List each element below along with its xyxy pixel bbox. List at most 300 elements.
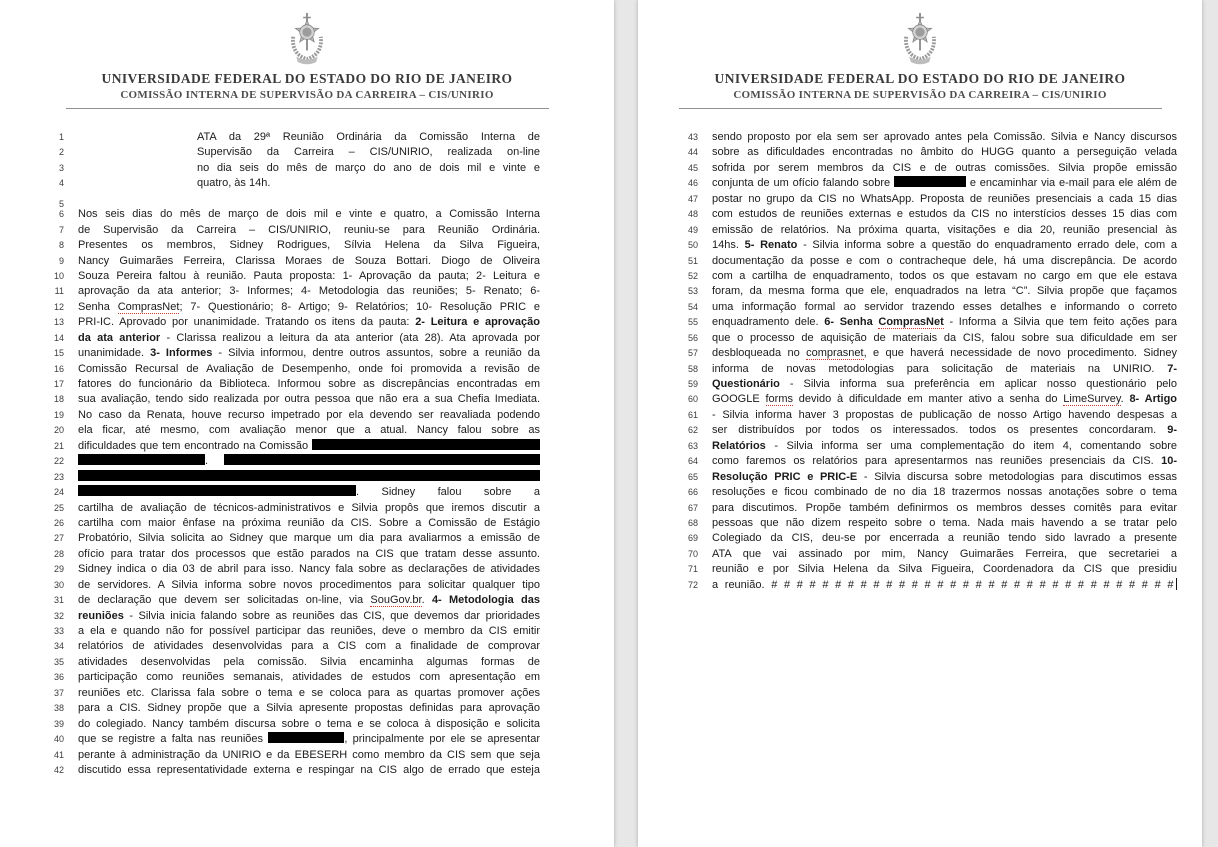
text-line bbox=[712, 501, 1177, 516]
text-line bbox=[78, 192, 540, 207]
text-line bbox=[78, 686, 540, 701]
line-number: 69 bbox=[687, 533, 698, 544]
text-line bbox=[712, 516, 1177, 531]
text-line bbox=[78, 717, 540, 732]
redaction-bar bbox=[894, 176, 966, 187]
text-caret bbox=[1176, 578, 1178, 590]
text-segment: , e que haverá necessidade de novo procedimento. Sidney bbox=[863, 347, 1177, 360]
document-line bbox=[638, 562, 1202, 577]
text-segment: conjunta de um ofício falando sobre bbox=[712, 177, 894, 190]
text-line bbox=[712, 300, 1177, 315]
text-line bbox=[78, 732, 540, 747]
text-line bbox=[78, 315, 540, 330]
text-segment: ofício para tratar dos processos que estão parados na CIS que tratam desse assunto. bbox=[78, 547, 540, 560]
line-number: 56 bbox=[687, 332, 698, 343]
document-line bbox=[0, 130, 614, 145]
redaction-bar bbox=[78, 485, 356, 496]
header-divider bbox=[66, 108, 549, 109]
document-line bbox=[0, 516, 614, 531]
text-line bbox=[712, 161, 1177, 176]
line-number: 27 bbox=[53, 533, 64, 544]
line-number: 72 bbox=[687, 579, 698, 590]
line-number: 70 bbox=[687, 548, 698, 559]
text-segment: emissão de relatórios. Na próxima quarta, visitações e dia 20, reunião presencial às bbox=[712, 223, 1177, 236]
text-segment: participação como reuniões semanais, atividades de estudos com apresentação em bbox=[78, 671, 540, 684]
text-segment: atividades desenvolvidas pela comissão. Silvia encaminha algumas formas de bbox=[78, 655, 540, 668]
line-number: 34 bbox=[53, 641, 64, 652]
text-segment: 5- Renato bbox=[744, 239, 798, 252]
text-line bbox=[78, 346, 540, 361]
document-line bbox=[0, 315, 614, 330]
text-segment: da ata anterior bbox=[78, 331, 161, 344]
document-line bbox=[0, 362, 614, 377]
line-number: 28 bbox=[53, 548, 64, 559]
line-number: 61 bbox=[687, 409, 698, 420]
document-line bbox=[0, 145, 614, 160]
document-line bbox=[0, 717, 614, 732]
text-segment: . bbox=[1120, 393, 1130, 406]
text-segment: postar no grupo da CIS no WhatsApp. Proposta de reuniões presenciais a cada 15 dias bbox=[712, 192, 1177, 205]
document-line bbox=[0, 423, 614, 438]
line-number: 12 bbox=[53, 301, 64, 312]
text-segment: 14hs. bbox=[712, 239, 745, 252]
document-line bbox=[0, 763, 614, 778]
document-line bbox=[0, 346, 614, 361]
text-line bbox=[78, 362, 540, 377]
text-segment: Supervisão da Carreira – CIS/UNIRIO, realizada on-line bbox=[197, 146, 540, 159]
line-number: 14 bbox=[53, 332, 64, 343]
document-line bbox=[0, 547, 614, 562]
text-segment: , principalmente por ele se apresentar bbox=[344, 733, 540, 746]
text-line bbox=[712, 377, 1177, 392]
line-number: 31 bbox=[53, 595, 64, 606]
document-line bbox=[638, 408, 1202, 423]
line-number: 8 bbox=[58, 240, 64, 251]
document-line bbox=[638, 238, 1202, 253]
text-segment: fatores do funcionário da Biblioteca. Informou sobre as discrepâncias encontradas em bbox=[78, 378, 540, 390]
line-number: 36 bbox=[53, 672, 64, 683]
line-number: 6 bbox=[58, 209, 64, 220]
spellcheck-flagged-text: SouGov.br bbox=[370, 594, 422, 607]
line-number: 10 bbox=[53, 270, 64, 281]
text-line bbox=[712, 346, 1177, 361]
text-line bbox=[712, 578, 1177, 593]
text-segment: documentação da posse e com o contracheque dele, há uma discrepância. De acordo bbox=[712, 254, 1177, 267]
document-line bbox=[0, 238, 614, 253]
text-segment: - Silvia informa ser uma complementação do item 4, comentando sobre bbox=[765, 439, 1177, 452]
text-segment: de declaração que devem ser solicitadas on-line, via bbox=[78, 594, 371, 607]
page-1-body bbox=[0, 130, 614, 778]
document-line bbox=[0, 701, 614, 716]
text-line bbox=[78, 470, 540, 485]
text-segment: - Silvia informa sua preferência em aplicar nosso questionário pelo bbox=[779, 378, 1177, 390]
text-segment: reuniões bbox=[78, 609, 124, 622]
line-number: 16 bbox=[53, 363, 64, 374]
line-number: 1 bbox=[58, 132, 64, 142]
line-number: 24 bbox=[53, 487, 64, 498]
document-line bbox=[0, 670, 614, 685]
text-line bbox=[712, 485, 1177, 500]
document-line bbox=[0, 624, 614, 639]
line-number: 63 bbox=[687, 440, 698, 451]
text-segment: Comissão Recursal de Avaliação de Desempenho, onde foi promovida a revisão de bbox=[78, 362, 540, 375]
text-line bbox=[78, 392, 540, 407]
text-segment: . Sidney falou sobre a bbox=[356, 486, 540, 499]
text-segment: resoluções e ficou combinado de no dia 18 trazermos nossas anotações sobre o tema bbox=[712, 486, 1177, 499]
document-line bbox=[638, 192, 1202, 207]
text-line bbox=[78, 763, 540, 778]
text-line bbox=[78, 485, 540, 500]
line-number: 49 bbox=[687, 224, 698, 235]
text-segment: sendo proposto por ela sem ser aprovado antes pela Comissão. Silvia e Nancy discursos bbox=[712, 131, 1177, 143]
redaction-bar bbox=[268, 732, 344, 743]
document-line bbox=[0, 161, 614, 176]
text-segment: . bbox=[421, 594, 432, 607]
page-header bbox=[638, 0, 1202, 109]
text-line bbox=[78, 547, 540, 562]
line-number: 58 bbox=[687, 363, 698, 374]
document-line bbox=[0, 562, 614, 577]
document-line bbox=[0, 207, 614, 222]
document-line bbox=[638, 315, 1202, 330]
line-number: 57 bbox=[687, 348, 698, 359]
text-segment: ser distribuídos por todos os interessados. todos os presentes concordaram. bbox=[712, 424, 1168, 437]
line-number: 67 bbox=[687, 502, 698, 513]
text-segment: sofrida por serem membros da CIS e de outras comissões. Silvia propõe emissão bbox=[712, 161, 1177, 174]
document-line bbox=[0, 732, 614, 747]
document-line bbox=[0, 655, 614, 670]
text-line bbox=[712, 269, 1177, 284]
line-number: 47 bbox=[687, 193, 698, 204]
line-number: 45 bbox=[687, 162, 698, 173]
text-segment: 3- Informes bbox=[150, 347, 213, 360]
line-number: 20 bbox=[53, 425, 64, 436]
text-line bbox=[712, 362, 1177, 377]
text-segment: ATA que vai assinado por mim, Nancy Guimarães Ferreira, que secretariei a bbox=[712, 547, 1177, 560]
document-line bbox=[638, 331, 1202, 346]
text-segment: para discutimos. Propõe também definirmos os membros desses comitês para evitar bbox=[712, 501, 1177, 514]
document-line bbox=[0, 192, 614, 207]
text-line bbox=[712, 423, 1177, 438]
line-number: 66 bbox=[687, 487, 698, 498]
text-segment: 7- bbox=[1167, 362, 1177, 375]
text-segment: Souza Pereira faltou à reunião. Pauta proposta: 1- Aprovação da pauta; 2- Leitura e bbox=[78, 269, 540, 282]
text-line bbox=[712, 284, 1177, 299]
line-number: 50 bbox=[687, 240, 698, 251]
text-segment: quatro, às 14h. bbox=[197, 177, 271, 190]
line-number: 52 bbox=[687, 270, 698, 281]
document-line bbox=[0, 593, 614, 608]
line-number: 42 bbox=[53, 764, 64, 775]
text-segment: sobre as dificuldades encontradas no âmbito do HUGG quanto a perseguição velada bbox=[712, 146, 1177, 159]
document-line bbox=[0, 377, 614, 392]
line-number: 17 bbox=[53, 379, 64, 389]
commission-name: COMISSÃO INTERNA DE SUPERVISÃO DA CARREIRA – CIS/UNIRIO bbox=[120, 89, 494, 101]
text-line bbox=[78, 269, 540, 284]
line-number: 11 bbox=[54, 286, 64, 297]
text-segment: Nos seis dias do mês de março de dois mil e vinte e quatro, a Comissão Interna bbox=[78, 208, 540, 221]
text-segment: unanimidade. bbox=[78, 347, 151, 360]
text-segment: 2- Leitura e aprovação bbox=[415, 316, 540, 329]
text-segment: Relatórios bbox=[712, 439, 766, 452]
text-line bbox=[78, 439, 540, 454]
spellcheck-flagged-text: ComprasNet bbox=[117, 300, 180, 313]
text-segment: - Silvia informa haver 3 propostas de publicação de nosso Artigo havendo despesas a bbox=[712, 408, 1177, 421]
spellcheck-flagged-text: comprasnet bbox=[806, 347, 864, 360]
text-segment: e encaminhar via e-mail para ele além de bbox=[965, 177, 1177, 190]
document-line bbox=[0, 531, 614, 546]
text-segment: desbloqueada no bbox=[712, 347, 807, 360]
text-segment: Questionário bbox=[712, 378, 780, 390]
document-line bbox=[638, 578, 1202, 593]
text-segment: devido à dificuldade em manter ativo a senha do bbox=[793, 393, 1064, 406]
line-number: 48 bbox=[687, 209, 698, 220]
text-line bbox=[78, 300, 540, 315]
page-2-body bbox=[638, 130, 1202, 593]
text-segment: de Supervisão da Carreira – CIS/UNIRIO, reuniu-se para Reunião Ordinária. bbox=[78, 223, 540, 236]
text-line bbox=[78, 238, 540, 253]
line-number: 64 bbox=[687, 456, 698, 467]
document-line bbox=[0, 639, 614, 654]
document-line bbox=[638, 362, 1202, 377]
line-number: 26 bbox=[53, 517, 64, 528]
text-segment: - Silvia informa sobre a questão do enquadramento errado dele, com a bbox=[797, 239, 1177, 252]
document-line bbox=[0, 454, 614, 469]
line-number: 2 bbox=[58, 147, 64, 158]
line-number: 68 bbox=[687, 517, 698, 528]
document-line bbox=[638, 130, 1202, 145]
text-segment: 9- bbox=[1167, 424, 1177, 437]
document-line bbox=[0, 408, 614, 423]
text-segment: com a cartilha de enquadramento, todos os que estavam no cargo em que ele estava bbox=[712, 269, 1177, 282]
text-segment: GOOGLE bbox=[712, 393, 766, 406]
text-segment: no dia seis do mês de março do ano de dois mil e vinte e bbox=[197, 161, 540, 174]
text-segment: cartilha de avaliação de técnicos-administrativos e Silvia propôs que iremos discutir a bbox=[78, 501, 540, 514]
text-line bbox=[712, 562, 1177, 577]
document-line bbox=[0, 284, 614, 299]
document-line bbox=[638, 269, 1202, 284]
line-number: 65 bbox=[687, 471, 698, 482]
text-segment: dificuldades que tem encontrado na Comissão bbox=[78, 439, 312, 452]
document-line bbox=[638, 284, 1202, 299]
text-line bbox=[78, 701, 540, 716]
line-number: 23 bbox=[53, 471, 64, 482]
line-number: 37 bbox=[53, 687, 64, 698]
line-number: 33 bbox=[53, 626, 64, 636]
text-line bbox=[712, 254, 1177, 269]
document-line bbox=[638, 531, 1202, 546]
text-line bbox=[78, 624, 540, 639]
line-number: 71 bbox=[687, 564, 698, 575]
text-segment: que o processo de aquisição de materiais da CIS, falou sobre sua dificuldade em ser bbox=[712, 331, 1177, 344]
text-segment: pessoas que não dizem respeito sobre o tema. Nada mais havendo a se tratar pelo bbox=[712, 516, 1177, 529]
line-number: 60 bbox=[687, 394, 698, 405]
page-2 bbox=[638, 0, 1202, 847]
text-line bbox=[78, 516, 540, 531]
line-number: 32 bbox=[53, 610, 64, 621]
text-segment: perante à administração da UNIRIO e da EBESERH como membro da CIS sem que seja bbox=[78, 748, 540, 761]
text-line bbox=[712, 315, 1177, 330]
text-segment: - Silvia informou, dentre outros assuntos, sobre a reunião da bbox=[212, 347, 540, 360]
line-number: 21 bbox=[53, 440, 64, 451]
document-line bbox=[0, 392, 614, 407]
text-line bbox=[712, 547, 1177, 562]
line-number: 44 bbox=[687, 147, 698, 158]
document-line bbox=[638, 145, 1202, 160]
text-segment: informa de novas metodologias para solicitação de materiais na UNIRIO. bbox=[712, 362, 1168, 375]
document-line bbox=[638, 485, 1202, 500]
redaction-bar bbox=[312, 439, 540, 450]
line-number: 7 bbox=[58, 224, 64, 235]
line-number: 41 bbox=[53, 749, 64, 760]
commission-name: COMISSÃO INTERNA DE SUPERVISÃO DA CARREIRA – CIS/UNIRIO bbox=[733, 89, 1107, 101]
line-number: 22 bbox=[53, 456, 64, 467]
document-line bbox=[638, 300, 1202, 315]
line-number: 59 bbox=[687, 379, 698, 389]
document-line bbox=[638, 470, 1202, 485]
text-segment: 4- Metodologia das bbox=[431, 594, 540, 607]
text-line bbox=[712, 408, 1177, 423]
text-line bbox=[78, 670, 540, 685]
document-line bbox=[0, 223, 614, 238]
text-segment: ATA da 29ª Reunião Ordinária da Comissão Interna de bbox=[197, 131, 540, 143]
university-name: UNIVERSIDADE FEDERAL DO ESTADO DO RIO DE JANEIRO bbox=[714, 71, 1126, 86]
text-segment: PRI-IC. Aprovado por unanimidade. Tratando os itens da pauta: bbox=[78, 316, 416, 329]
text-line bbox=[78, 423, 540, 438]
text-segment: para a CIS. Sidney propõe que a Silvia apresente propostas definidas para aprovação bbox=[78, 702, 540, 715]
document-line bbox=[638, 423, 1202, 438]
spellcheck-flagged-text: LimeSurvey bbox=[1063, 393, 1121, 406]
text-segment: Presentes os membros, Sidney Rodrigues, Sílvia Helena da Silva Figueira, bbox=[78, 239, 540, 252]
text-line bbox=[712, 392, 1177, 407]
line-number: 35 bbox=[53, 656, 64, 667]
text-segment: Senha bbox=[78, 300, 118, 313]
document-line bbox=[0, 254, 614, 269]
line-number: 40 bbox=[53, 734, 64, 745]
document-line bbox=[0, 686, 614, 701]
spellcheck-flagged-text: ComprasNet bbox=[878, 316, 944, 329]
text-segment: Colegiado da CIS, deu-se por encerrada a reunião tendo sido lavrado a presente bbox=[712, 532, 1177, 545]
text-segment: Sidney indica o dia 03 de abril para isso. Nancy fala sobre as declarações de atividades bbox=[78, 563, 540, 576]
document-line bbox=[638, 392, 1202, 407]
document-line bbox=[638, 501, 1202, 516]
text-segment: Nancy Guimarães Ferreira, Clarissa Moraes de Souza Bottari. Diogo de Oliveira bbox=[78, 254, 540, 267]
document-line bbox=[638, 377, 1202, 392]
line-number: 62 bbox=[687, 425, 698, 436]
text-segment: ; 7- Questionário; 8- Artigo; 9- Relatórios; 10- Resolução PRIC e bbox=[179, 300, 540, 313]
text-line bbox=[78, 176, 540, 191]
text-line bbox=[78, 562, 540, 577]
text-line bbox=[712, 207, 1177, 222]
line-number: 51 bbox=[687, 255, 698, 266]
text-segment: - Informa a Silvia que tem feito ações para bbox=[943, 316, 1177, 329]
text-line bbox=[78, 655, 540, 670]
document-line bbox=[0, 501, 614, 516]
line-number: 18 bbox=[53, 394, 64, 405]
line-number: 19 bbox=[53, 409, 64, 420]
text-segment: do colegiado. Nancy também discursa sobre o tema e se coloca à disposição e solicita bbox=[78, 717, 540, 730]
coat-of-arms-icon bbox=[0, 10, 614, 68]
line-number: 9 bbox=[58, 255, 64, 266]
text-segment: de servidores. A Silvia informa sobre novos procedimentos para solicitar qualquer tipo bbox=[78, 578, 540, 591]
document-line bbox=[0, 485, 614, 500]
text-segment: enquadramento dele. bbox=[712, 316, 825, 329]
text-segment: que se registre a falta nas reuniões bbox=[78, 733, 269, 746]
line-number: 55 bbox=[687, 317, 698, 328]
text-line bbox=[712, 454, 1177, 469]
text-line bbox=[78, 331, 540, 346]
text-segment: - Silvia inicia falando sobre as reuniões das CIS, que devemos dar prioridades bbox=[123, 609, 540, 622]
text-line bbox=[78, 609, 540, 624]
spellcheck-flagged-text: forms bbox=[765, 393, 793, 406]
text-line bbox=[78, 578, 540, 593]
text-segment: 10- bbox=[1161, 455, 1177, 468]
document-line bbox=[0, 269, 614, 284]
text-line bbox=[78, 531, 540, 546]
text-segment: aprovação da ata anterior; 3- Informes; 4- Metodologia das reuniões; 5- Renato; 6- bbox=[78, 285, 540, 298]
document-line bbox=[638, 254, 1202, 269]
line-number: 46 bbox=[687, 178, 698, 189]
text-line bbox=[712, 531, 1177, 546]
text-segment: relatórios de atividades desenvolvidas para a CIS com a finalidade de comprovar bbox=[78, 640, 540, 653]
document-line bbox=[638, 223, 1202, 238]
text-segment: discutido essa representatividade externa e respingar na CIS algo de errado que esteja bbox=[78, 763, 540, 776]
line-number: 54 bbox=[687, 301, 698, 312]
text-segment: No caso da Renata, houve recurso impetrado por ela devendo ser reavaliada podendo bbox=[78, 408, 540, 421]
text-segment: - Clarissa realizou a leitura da ata anterior (ata 28). Ata aprovada por bbox=[160, 331, 540, 344]
header-divider bbox=[679, 108, 1162, 109]
text-segment: a ela e quando não for possível participar das reuniões, deve o membro da CIS emitir bbox=[78, 625, 540, 637]
document-line bbox=[638, 454, 1202, 469]
text-line bbox=[712, 331, 1177, 346]
text-line bbox=[78, 223, 540, 238]
text-line bbox=[78, 408, 540, 423]
document-line bbox=[638, 547, 1202, 562]
line-number: 43 bbox=[687, 132, 698, 142]
text-line bbox=[78, 284, 540, 299]
redaction-bar bbox=[78, 454, 205, 465]
document-line bbox=[638, 439, 1202, 454]
text-line bbox=[78, 501, 540, 516]
document-line bbox=[638, 516, 1202, 531]
coat-of-arms-icon bbox=[638, 10, 1202, 68]
text-segment: . bbox=[205, 455, 224, 468]
line-number: 3 bbox=[58, 162, 64, 173]
line-number: 38 bbox=[53, 703, 64, 714]
text-line bbox=[78, 377, 540, 392]
text-line bbox=[712, 145, 1177, 160]
document-line bbox=[0, 748, 614, 763]
text-segment: uma informação formal ao servidor trazendo esses detalhes e informando o correto bbox=[712, 300, 1177, 313]
document-line bbox=[0, 470, 614, 485]
text-segment: com estudos de reuniões externas e estudos da CIS no interstícios desses 15 dias com bbox=[712, 208, 1177, 221]
line-number: 25 bbox=[53, 502, 64, 513]
line-number: 15 bbox=[53, 348, 64, 359]
document-line bbox=[0, 578, 614, 593]
text-segment: - Silvia discursa sobre metodologias para discutimos essas bbox=[857, 470, 1177, 483]
text-segment: como faremos os relatórios para apresentarmos nas reuniões presenciais da CIS. bbox=[712, 455, 1162, 468]
text-segment: Resolução PRIC e PRIC-E bbox=[712, 470, 858, 483]
line-number: 5 bbox=[58, 199, 64, 208]
text-line bbox=[78, 748, 540, 763]
document-line bbox=[638, 346, 1202, 361]
document-line bbox=[0, 609, 614, 624]
text-line bbox=[78, 254, 540, 269]
document-line bbox=[638, 161, 1202, 176]
text-line bbox=[78, 593, 540, 608]
page-header bbox=[0, 0, 614, 109]
text-segment: foram, da mesma forma que ele, enquadrados na letra “C”. Silvia propõe que façamos bbox=[712, 285, 1177, 298]
